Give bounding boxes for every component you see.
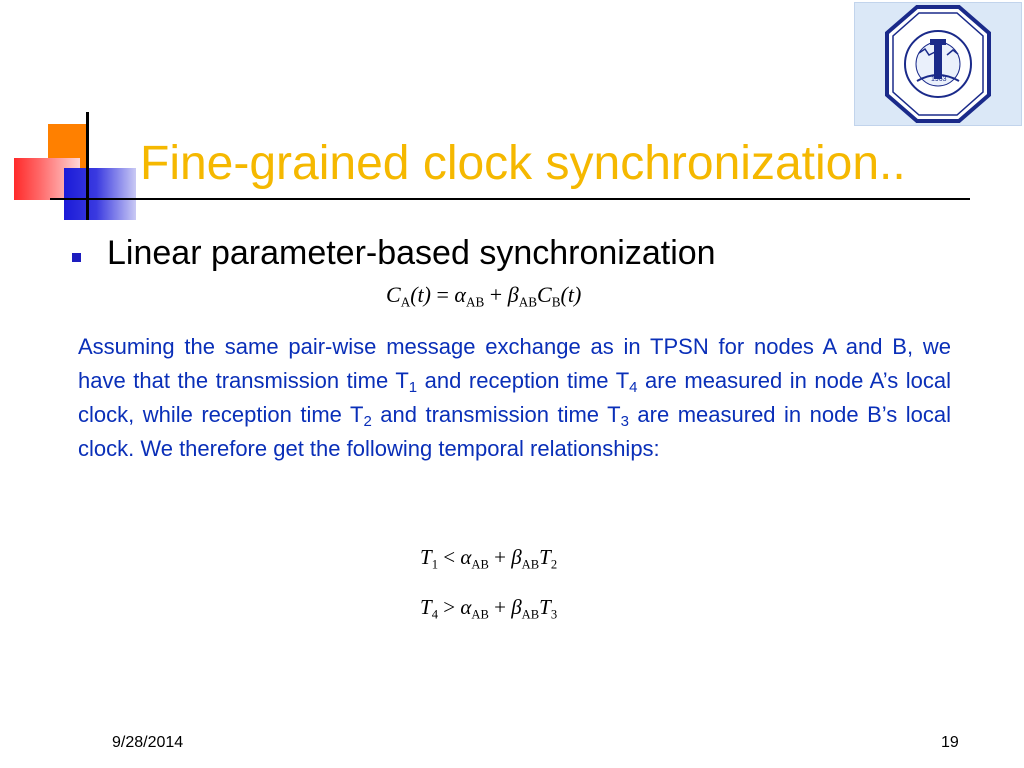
- inequality-t4: $T_4 > \alpha_{AB} + \beta_{AB}T_3$: [420, 595, 558, 622]
- slide-number: 19: [941, 734, 959, 751]
- corner-decoration-blue-square: [64, 168, 136, 220]
- bullet-item: [72, 234, 716, 273]
- inequality-t1: $T_1 < \alpha_{AB} + \beta_{AB}T_2$: [420, 545, 558, 572]
- university-seal-icon: [855, 3, 1021, 125]
- university-logo: [854, 2, 1022, 126]
- footer-date: 9/28/2014: [112, 734, 184, 751]
- linear-clock-equation: $C_A(t) = \alpha_{AB} + \beta_{AB}C_B(t)$: [386, 282, 582, 310]
- corner-decoration-vertical-line: [86, 112, 89, 220]
- explanation-paragraph: Assuming the same pair-wise message exchange as in TPSN for nodes A and B, we have that the transmission time $T_1$ and reception time $T_4$ are measured in node A’s local clock, while reception time $T_2$ and transmission time $T_3$ are measured in node B’s local clock. We therefore get the following temporal relationships:: [78, 334, 951, 461]
- seal-year: 1963: [931, 76, 947, 83]
- bullet-text: Linear parameter-based synchronization: [107, 234, 716, 272]
- bullet-square-icon: [72, 253, 81, 262]
- slide-title: Fine-grained clock synchronization..: [140, 137, 906, 190]
- title-underline: [50, 198, 970, 200]
